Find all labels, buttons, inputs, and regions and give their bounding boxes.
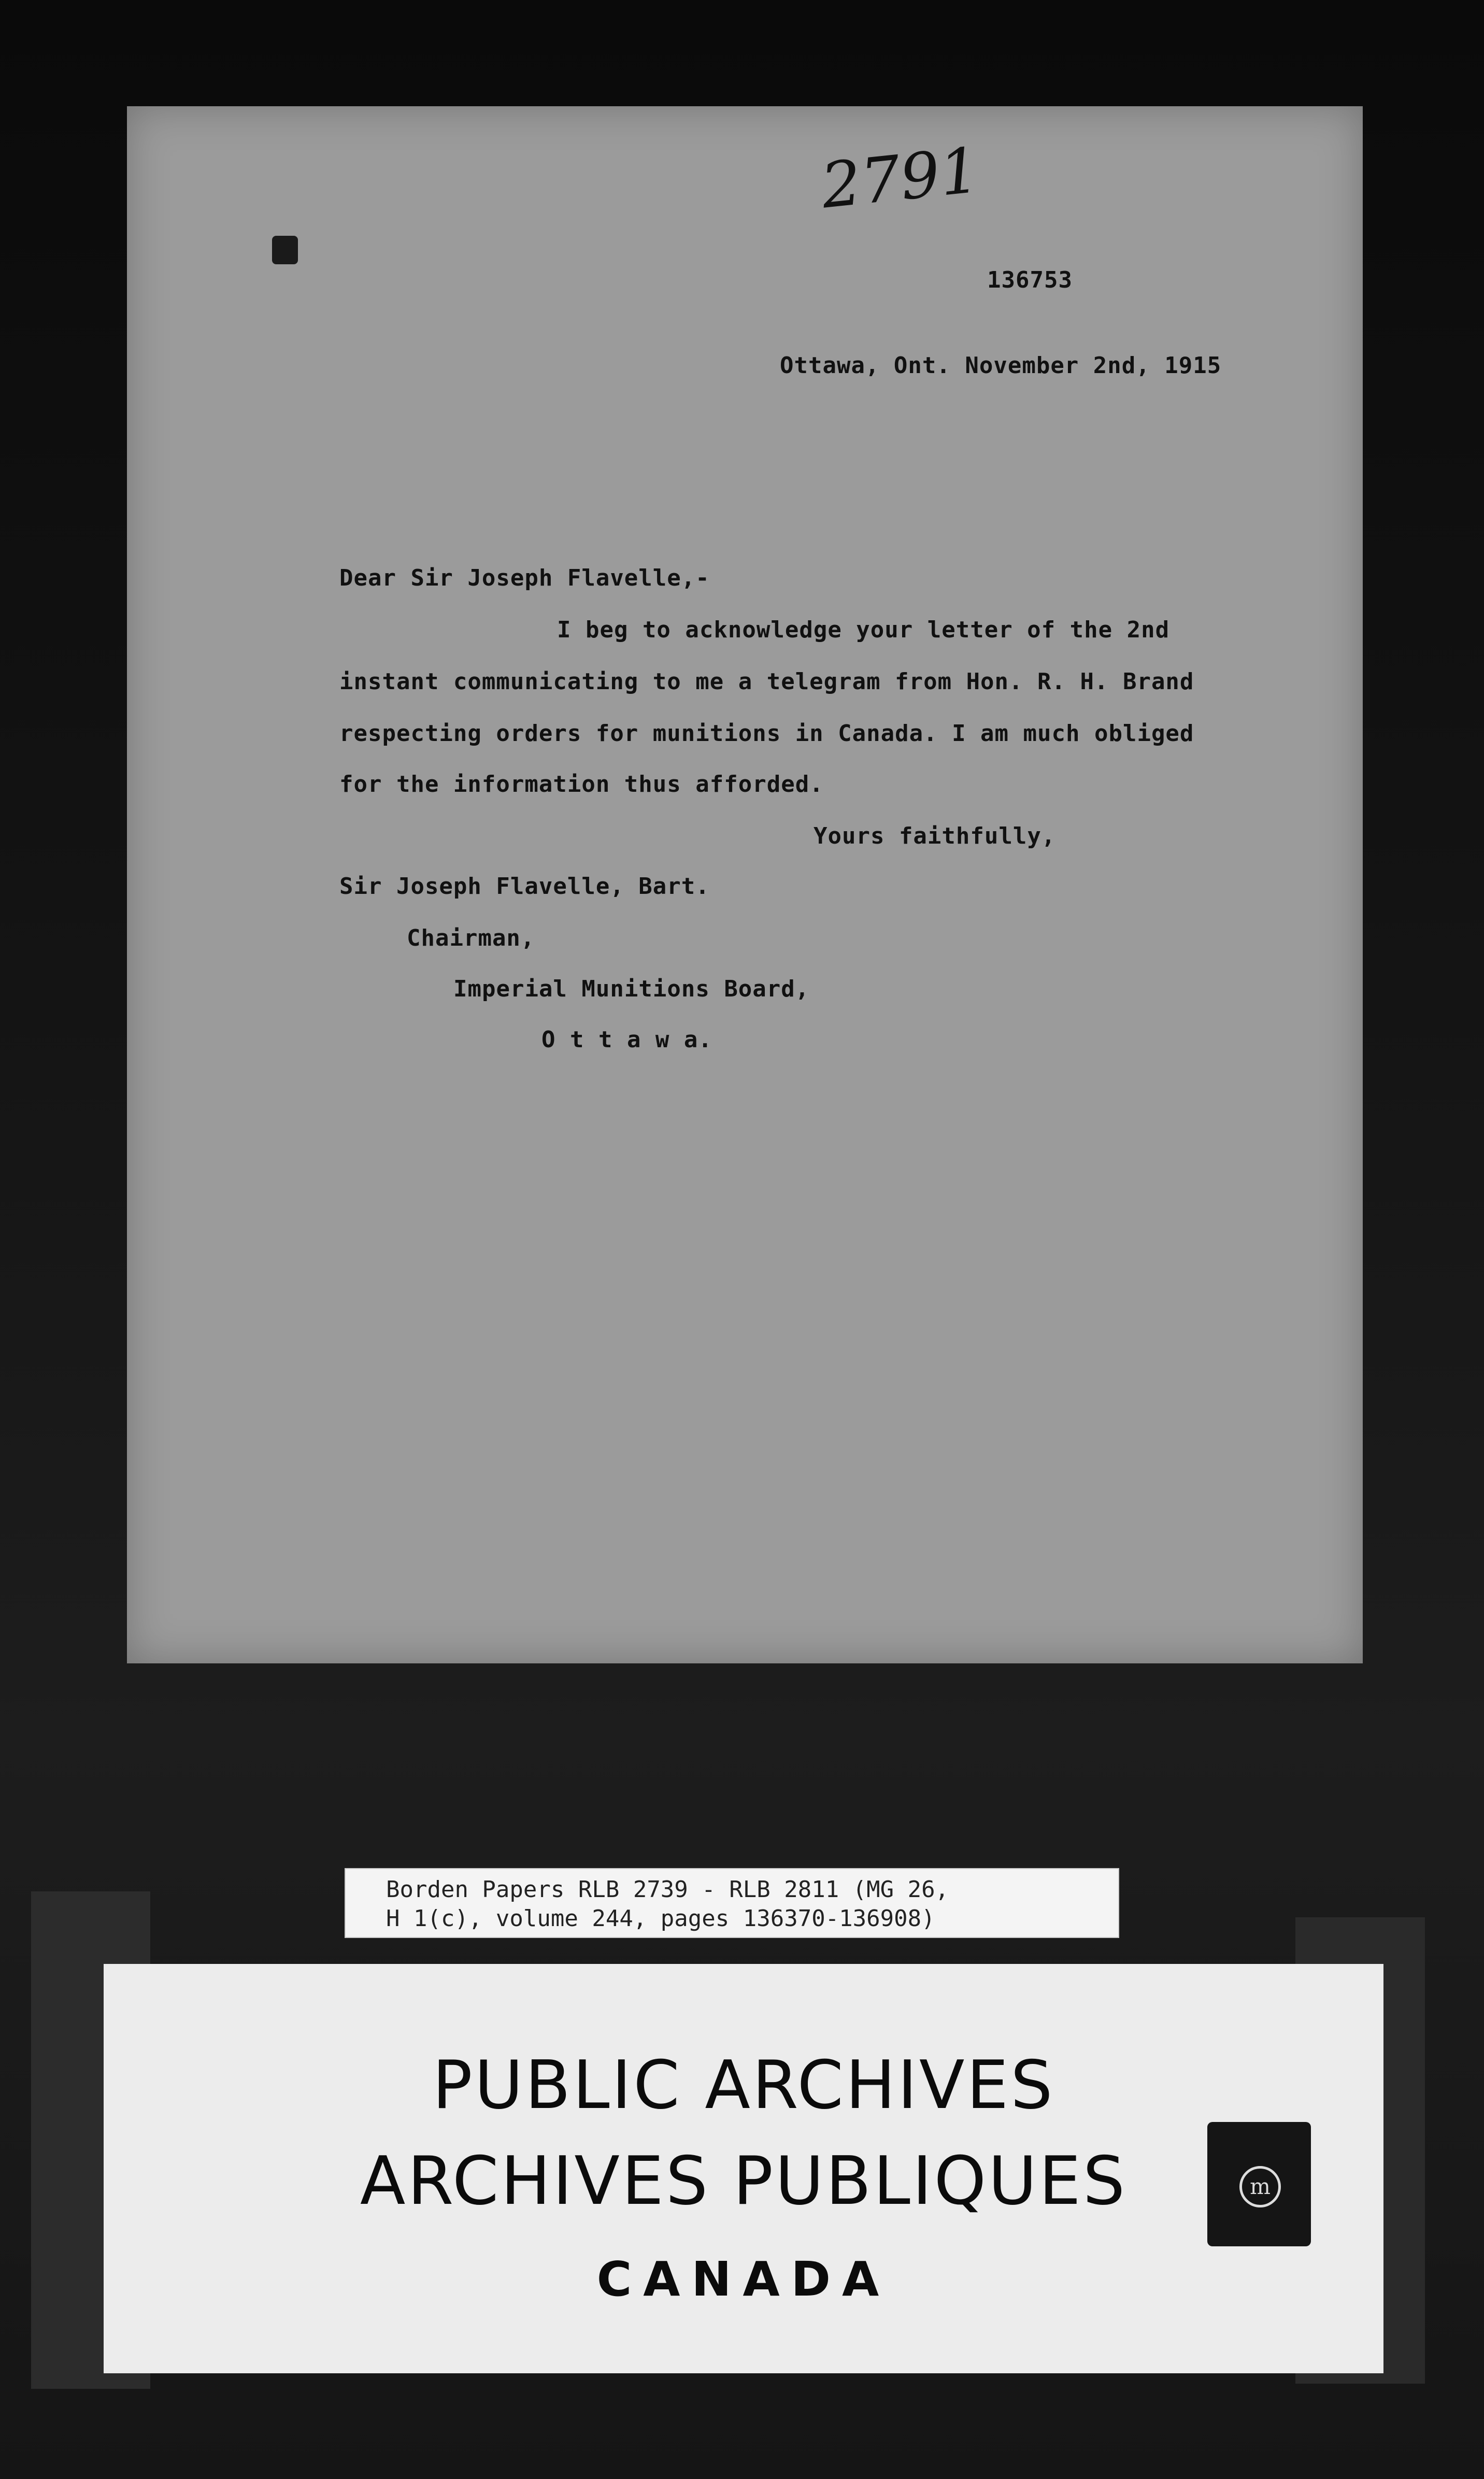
- body-line: for the information thus afforded.: [339, 771, 824, 797]
- archives-title-fr: ARCHIVES PUBLIQUES: [360, 2143, 1128, 2220]
- document-number: 136753: [987, 267, 1073, 293]
- body-line: I beg to acknowledge your letter of the 2nd: [557, 617, 1170, 643]
- address-line: Imperial Munitions Board,: [453, 976, 810, 1002]
- address-line: Sir Joseph Flavelle, Bart.: [339, 873, 710, 900]
- archives-title-en: PUBLIC ARCHIVES: [432, 2047, 1055, 2124]
- handwritten-number: 2791: [818, 134, 983, 223]
- letter-page: [127, 106, 1363, 1663]
- address-line: Chairman,: [407, 925, 535, 951]
- collection-label: [345, 1868, 1119, 1938]
- address-line: O t t a w a.: [541, 1027, 712, 1053]
- salutation: Dear Sir Joseph Flavelle,-: [339, 565, 710, 591]
- body-line: instant communicating to me a telegram from Hon. R. H. Brand: [339, 668, 1194, 695]
- body-line: respecting orders for munitions in Canada. I am much obliged: [339, 720, 1194, 747]
- archives-card: [104, 1964, 1383, 2373]
- date-line: Ottawa, Ont. November 2nd, 1915: [780, 352, 1222, 379]
- collection-label-line: Borden Papers RLB 2739 - RLB 2811 (MG 26,: [386, 1876, 949, 1903]
- archives-country: CANADA: [596, 2252, 891, 2307]
- closing: Yours faithfully,: [814, 823, 1056, 849]
- punch-hole: [272, 236, 298, 264]
- collection-label-line: H 1(c), volume 244, pages 136370-136908): [386, 1905, 935, 1932]
- archives-seal: [1207, 2122, 1311, 2246]
- seal-logo-icon: m: [1239, 2166, 1281, 2207]
